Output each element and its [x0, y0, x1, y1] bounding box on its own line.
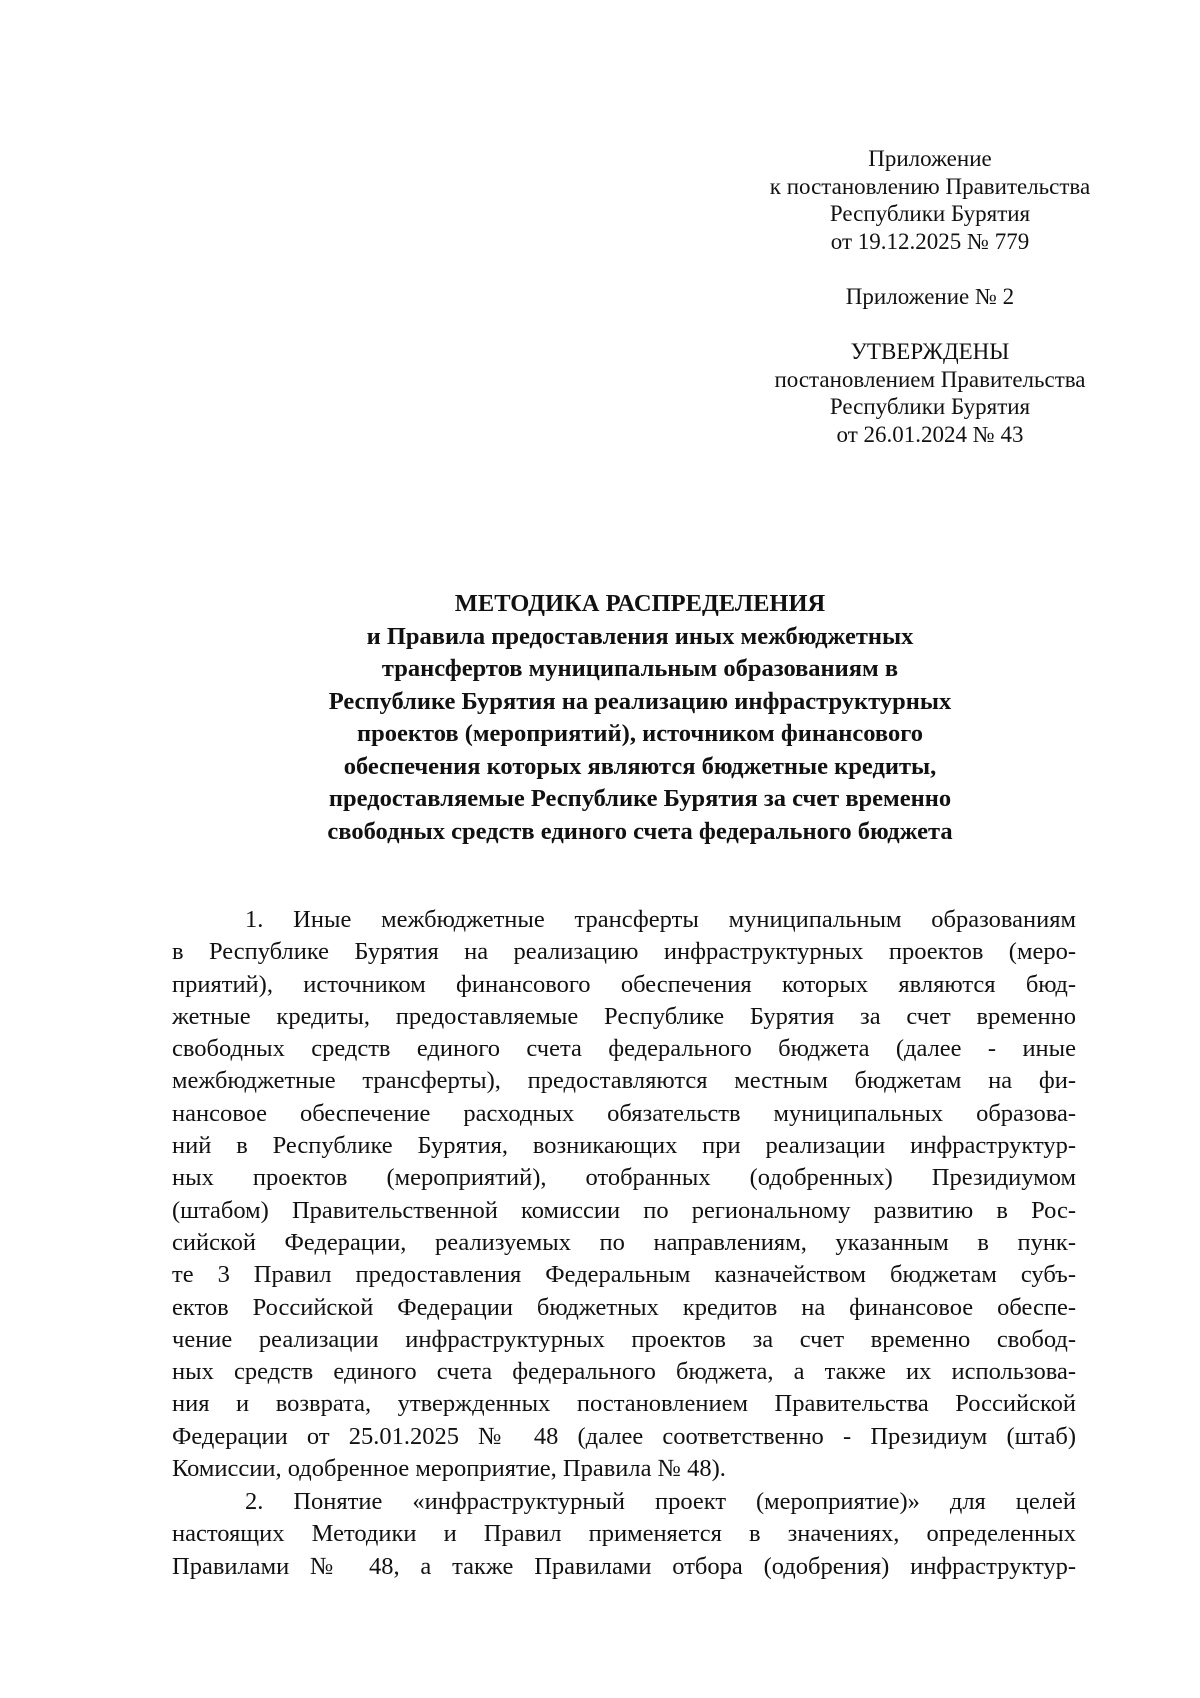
title-line: свободных средств единого счета федерального бюджета	[327, 817, 953, 845]
title-line: МЕТОДИКА РАСПРЕДЕЛЕНИЯ	[454, 590, 826, 617]
document-title	[170, 588, 1110, 848]
title-line: трансфертов муниципальным образованиям в	[381, 655, 899, 682]
stamp-line: Приложение № 2	[845, 284, 1015, 309]
stamp-line: от 19.12.2025 № 779	[830, 228, 1030, 254]
paragraph-1	[172, 904, 1076, 1485]
text-line: Правилами № 48, а также Правилами отбора (одобрения) инфраструктур-	[172, 1552, 1076, 1580]
stamp-line: от 26.01.2024 № 43	[836, 421, 1024, 447]
paragraph-2	[172, 1486, 1076, 1583]
text-line: ния и возврата, утвержденных постановлением Правительства Российской	[172, 1390, 1076, 1418]
text-line: настоящих Методики и Правил применяется в значениях, определенных	[172, 1520, 1076, 1548]
text-line: те 3 Правил предоставления Федеральным казначейством бюджетам субъ-	[172, 1261, 1076, 1289]
text-line: чение реализации инфраструктурных проектов за счет временно свобод-	[172, 1325, 1076, 1353]
text-line: 1. Иные межбюджетные трансферты муниципальным образованиям	[245, 906, 1076, 933]
appendix-stamp	[720, 145, 1140, 255]
text-line: ных проектов (мероприятий), отобранных (одобренных) Президиумом	[172, 1164, 1076, 1192]
title-line: предоставляемые Республике Бурятия за счет временно	[328, 785, 952, 812]
stamp-line: УТВЕРЖДЕНЫ	[850, 339, 1010, 364]
text-line: Комиссии, одобренное мероприятие, Правила № 48).	[172, 1455, 726, 1483]
appendix-number	[720, 283, 1140, 311]
text-line: 2. Понятие «инфраструктурный проект (мероприятие)» для целей	[245, 1488, 1076, 1515]
text-line: Федерации от 25.01.2025 № 48 (далее соответственно - Президиум (штаб)	[172, 1422, 1076, 1450]
text-line: ний в Республике Бурятия, возникающих при реализации инфраструктур-	[172, 1132, 1076, 1160]
text-line: межбюджетные трансферты), предоставляются местным бюджетам на фи-	[172, 1067, 1076, 1095]
text-line: в Республике Бурятия на реализацию инфраструктурных проектов (меро-	[172, 938, 1076, 966]
title-line: обеспечения которых являются бюджетные кредиты,	[343, 752, 937, 780]
title-line: Республике Бурятия на реализацию инфраструктурных	[328, 687, 952, 715]
stamp-line: Республики Бурятия	[829, 394, 1031, 419]
text-line: ных средств единого счета федерального бюджета, а также их использова-	[172, 1358, 1076, 1386]
text-line: свободных средств единого счета федерального бюджета (далее - иные	[172, 1035, 1076, 1063]
stamp-line: постановлением Правительства	[774, 366, 1086, 392]
text-line: сийской Федерации, реализуемых по направлениям, указанным в пунк-	[172, 1228, 1076, 1256]
text-line: ектов Российской Федерации бюджетных кредитов на финансовое обеспе-	[172, 1293, 1076, 1321]
stamp-line: Республики Бурятия	[829, 201, 1031, 226]
title-line: проектов (мероприятий), источником финансового	[357, 720, 923, 747]
stamp-line: к постановлению Правительства	[769, 173, 1091, 199]
title-line: и Правила предоставления иных межбюджетных	[366, 622, 914, 650]
stamp-line: Приложение	[868, 146, 992, 171]
text-line: нансовое обеспечение расходных обязательств муниципальных образова-	[172, 1099, 1076, 1127]
text-line: (штабом) Правительственной комиссии по региональному развитию в Рос-	[172, 1196, 1076, 1224]
text-line: жетные кредиты, предоставляемые Республике Бурятия за счет временно	[172, 1002, 1076, 1030]
approval-stamp	[720, 338, 1140, 448]
text-line: приятий), источником финансового обеспечения которых являются бюд-	[172, 970, 1076, 998]
